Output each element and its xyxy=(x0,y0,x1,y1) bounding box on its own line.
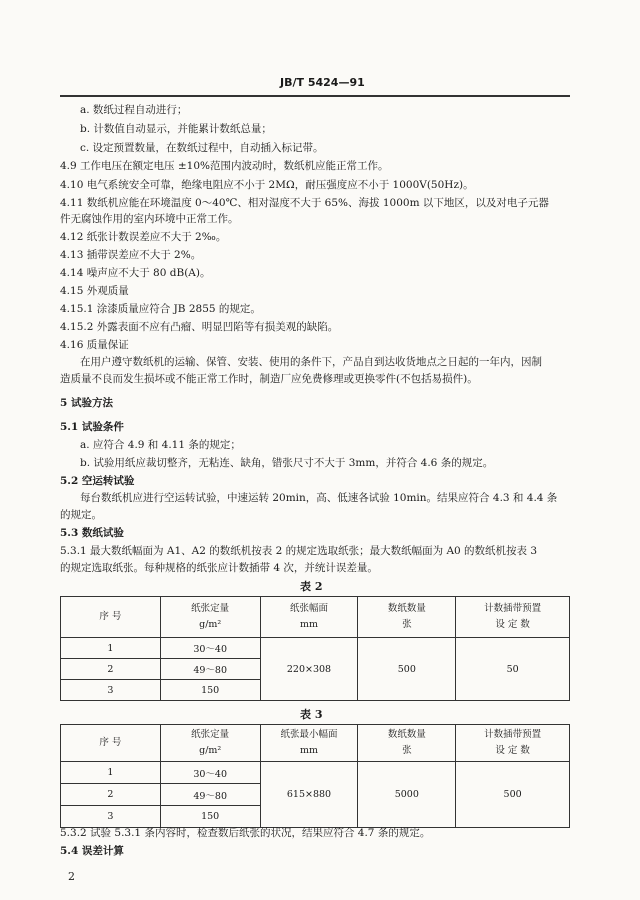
section-5-4-heading: 5.4 误差计算 xyxy=(60,845,124,857)
warranty-text-cont: 造质量不良而发生损坏或不能正常工作时，制造厂应免费修理或更换零件(不包括易损件)。 xyxy=(60,373,478,385)
clause-5-3-2: 5.3.2 试验 5.3.1 条内容时，检查数后纸张的状况，结果应符合 4.7 条的规定。 xyxy=(60,827,431,839)
table-row: 1 30～40 220×308 500 50 xyxy=(61,638,570,659)
section-5-3-heading: 5.3 数纸试验 xyxy=(60,527,124,539)
table3-caption: 表 3 xyxy=(300,708,323,721)
clause-4-10: 4.10 电气系统安全可靠，绝缘电阻应不小于 2MΩ，耐压强度应不小于 1000V(50Hz)。 xyxy=(60,179,474,191)
col-preset: 计数插带预置 设 定 数 xyxy=(456,597,570,638)
header-rule xyxy=(60,95,570,97)
count-cell: 5000 xyxy=(358,762,456,828)
clause-4-11: 4.11 数纸机应能在环境温度 0～40℃、相对湿度不大于 65%、海拔 1000m 以下地区，以及对电子元器 xyxy=(60,197,549,209)
col-weight: 纸张定量 g/m² xyxy=(160,725,260,762)
paper-size-cell: 220×308 xyxy=(260,638,358,701)
table-row: 3 150 xyxy=(61,680,570,701)
page-number: 2 xyxy=(68,870,75,883)
item-5-1-b: b. 试验用纸应裁切整齐，无粘连、缺角，错张尺寸不大于 3mm，并符合 4.6 条的规定。 xyxy=(80,457,494,469)
clause-4-9: 4.9 工作电压在额定电压 ±10%范围内波动时，数纸机应能正常工作。 xyxy=(60,160,389,172)
table2-caption: 表 2 xyxy=(300,580,323,593)
col-index: 序 号 xyxy=(61,725,161,762)
clause-4-15: 4.15 外观质量 xyxy=(60,285,129,297)
clause-5-3-1-cont: 的规定选取纸张。每种规格的纸张应计数插带 4 次，并统计误差量。 xyxy=(60,562,378,574)
clause-4-13: 4.13 插带误差应不大于 2%。 xyxy=(60,249,202,261)
table-row: 2 49～80 xyxy=(61,659,570,680)
clause-4-15-2: 4.15.2 外露表面不应有凸瘤、明显凹陷等有损美观的缺陷。 xyxy=(60,321,339,333)
col-preset: 计数插带预置 设 定 数 xyxy=(456,725,570,762)
col-min-size: 纸张最小幅面 mm xyxy=(260,725,358,762)
preset-cell: 500 xyxy=(456,762,570,828)
col-size: 纸张幅面 mm xyxy=(260,597,358,638)
clause-4-11-cont: 件无腐蚀作用的室内环境中正常工作。 xyxy=(60,213,239,225)
clause-4-14: 4.14 噪声应不大于 80 dB(A)。 xyxy=(60,267,211,279)
table-row: 3 150 xyxy=(61,806,570,828)
running-header: JB/T 5424—91 xyxy=(280,76,365,89)
item-5-1-a: a. 应符合 4.9 和 4.11 条的规定； xyxy=(80,439,241,451)
table-2 xyxy=(60,596,570,701)
section-5-heading: 5 试验方法 xyxy=(60,397,113,409)
section-5-1-heading: 5.1 试验条件 xyxy=(60,421,124,433)
clause-4-12: 4.12 纸张计数误差应不大于 2‰。 xyxy=(60,231,227,243)
clause-5-3-1: 5.3.1 最大数纸幅面为 A1、A2 的数纸机按表 2 的规定选取纸张；最大数纸幅面为 A0 的数纸机按表 3 xyxy=(60,545,538,557)
preset-cell: 50 xyxy=(456,638,570,701)
warranty-text: 在用户遵守数纸机的运输、保管、安装、使用的条件下，产品自到达收货地点之日起的一年内，因制 xyxy=(80,356,542,368)
clause-4-16: 4.16 质量保证 xyxy=(60,339,129,351)
clause-5-2-text-cont: 的规定。 xyxy=(60,509,102,521)
item-c: c. 设定预置数量，在数纸过程中，自动插入标记带。 xyxy=(80,142,324,154)
col-count: 数纸数量 张 xyxy=(358,597,456,638)
col-weight: 纸张定量 g/m² xyxy=(160,597,260,638)
col-count: 数纸数量 张 xyxy=(358,725,456,762)
section-5-2-heading: 5.2 空运转试验 xyxy=(60,475,135,487)
clause-5-2-text: 每台数纸机应进行空运转试验，中速运转 20min，高、低速各试验 10min。结果应符合 4.3 和 4.4 条 xyxy=(80,492,558,504)
table-row: 2 49～80 xyxy=(61,784,570,806)
table-row: 1 30～40 615×880 5000 500 xyxy=(61,762,570,784)
clause-4-15-1: 4.15.1 涂漆质量应符合 JB 2855 的规定。 xyxy=(60,303,261,315)
table-3 xyxy=(60,724,570,828)
item-b: b. 计数值自动显示，并能累计数纸总量； xyxy=(80,123,272,135)
count-cell: 500 xyxy=(358,638,456,701)
paper-size-cell: 615×880 xyxy=(260,762,358,828)
col-index: 序 号 xyxy=(61,597,161,638)
item-a: a. 数纸过程自动进行； xyxy=(80,104,188,116)
